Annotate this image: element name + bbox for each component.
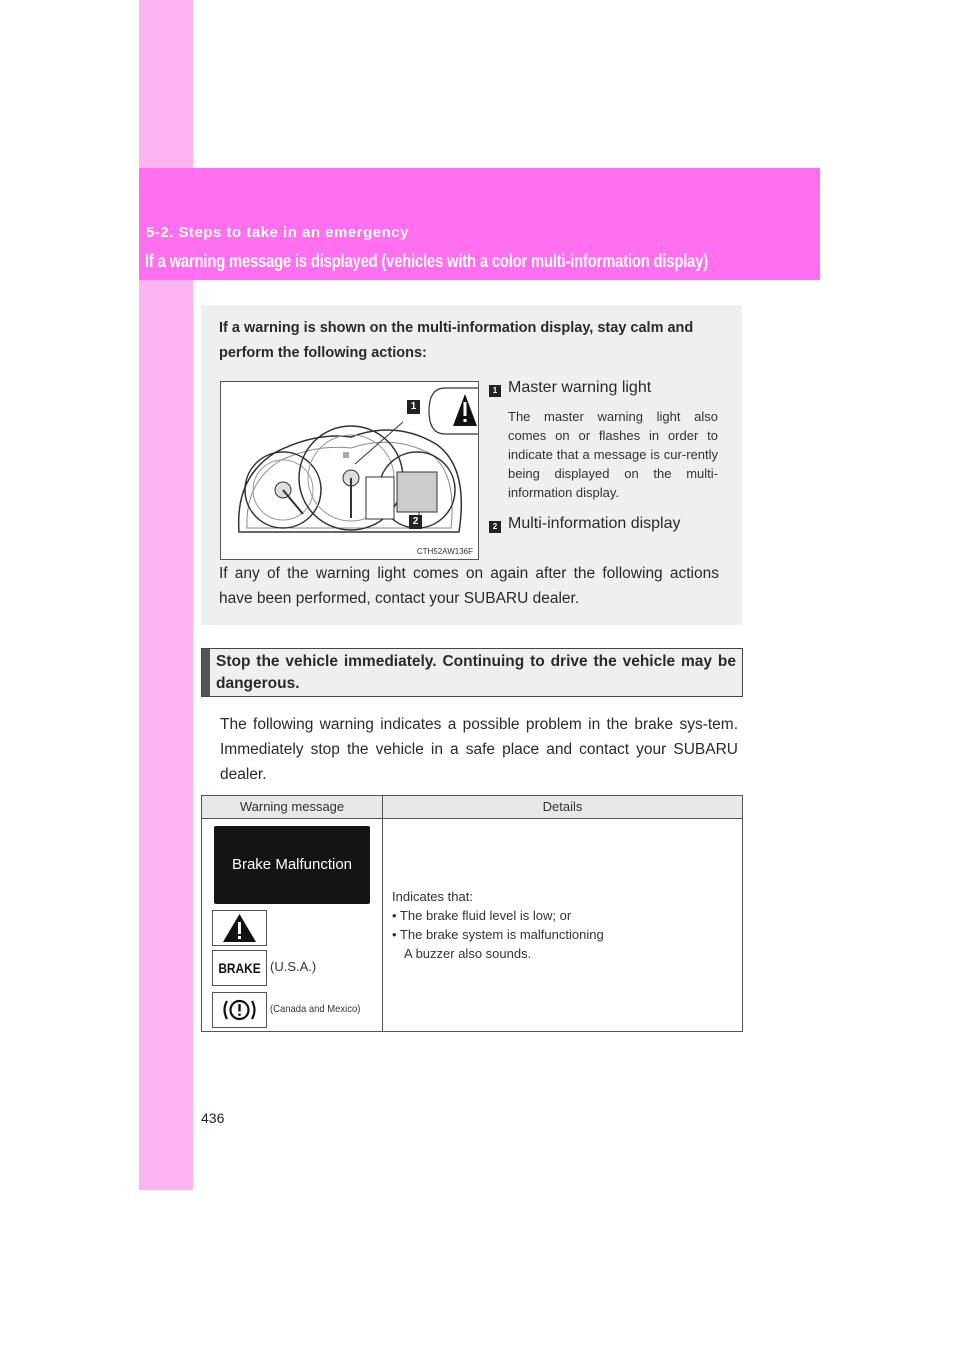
brake-circle-icon [212, 992, 267, 1028]
details-line-2: • The brake fluid level is low; or [392, 908, 572, 923]
figure-code: CTH52AW136F [416, 547, 473, 556]
stop-notice [201, 648, 743, 697]
stop-notice-bar [202, 649, 210, 696]
body-paragraph: The following warning indicates a possible problem in the brake sys-tem. Immediately stop the vehicle in a safe place and contact your SUBARU dealer. [220, 716, 738, 783]
item-marker-2: 2 [489, 521, 501, 533]
item-title-master-warning: Master warning light [508, 379, 652, 396]
info-box [201, 305, 742, 625]
brake-icon-label: BRAKE [218, 960, 261, 976]
details-cell [392, 887, 732, 963]
warning-triangle-icon [212, 910, 267, 946]
warning-table [201, 795, 743, 1032]
info-after-text: If any of the warning light comes on again after the following actions have been performed, contact your SUBARU dealer. [219, 565, 719, 607]
brake-icon [212, 950, 267, 986]
details-line-3: • The brake system is malfunctioning [392, 927, 604, 942]
table-header-row [202, 796, 742, 819]
details-line-1: Indicates that: [392, 889, 473, 904]
column-divider [382, 796, 383, 1031]
item-marker-1: 1 [489, 385, 501, 397]
instrument-cluster-figure [220, 381, 479, 560]
header-warning-message: Warning message [239, 799, 345, 814]
page-number: 436 [201, 1110, 225, 1126]
instrument-cluster-illustration [221, 382, 478, 559]
page-title: If a warning message is displayed (vehicles with a color multi-information display) [145, 251, 708, 271]
item-description-master-warning: The master warning light also comes on or flashes in order to indicate that a message is cur-rently being displayed on the multi-information display. [508, 409, 718, 500]
section-label: 5-2. Steps to take in an emergency [146, 224, 409, 241]
brake-malfunction-message: Brake Malfunction [214, 826, 370, 904]
callout-1: 1 [407, 400, 420, 414]
info-intro: If a warning is shown on the multi-information display, stay calm and perform the following actions: [219, 320, 694, 361]
region-usa: (U.S.A.) [270, 959, 317, 974]
stop-notice-text: Stop the vehicle immediately. Continuing to drive the vehicle may be dangerous. [216, 653, 736, 692]
header-details: Details [542, 799, 583, 814]
region-canada-mexico: (Canada and Mexico) [270, 1003, 361, 1015]
callout-2: 2 [409, 515, 422, 529]
details-line-4: A buzzer also sounds. [404, 946, 532, 961]
item-title-multi-info: Multi-information display [508, 515, 681, 532]
